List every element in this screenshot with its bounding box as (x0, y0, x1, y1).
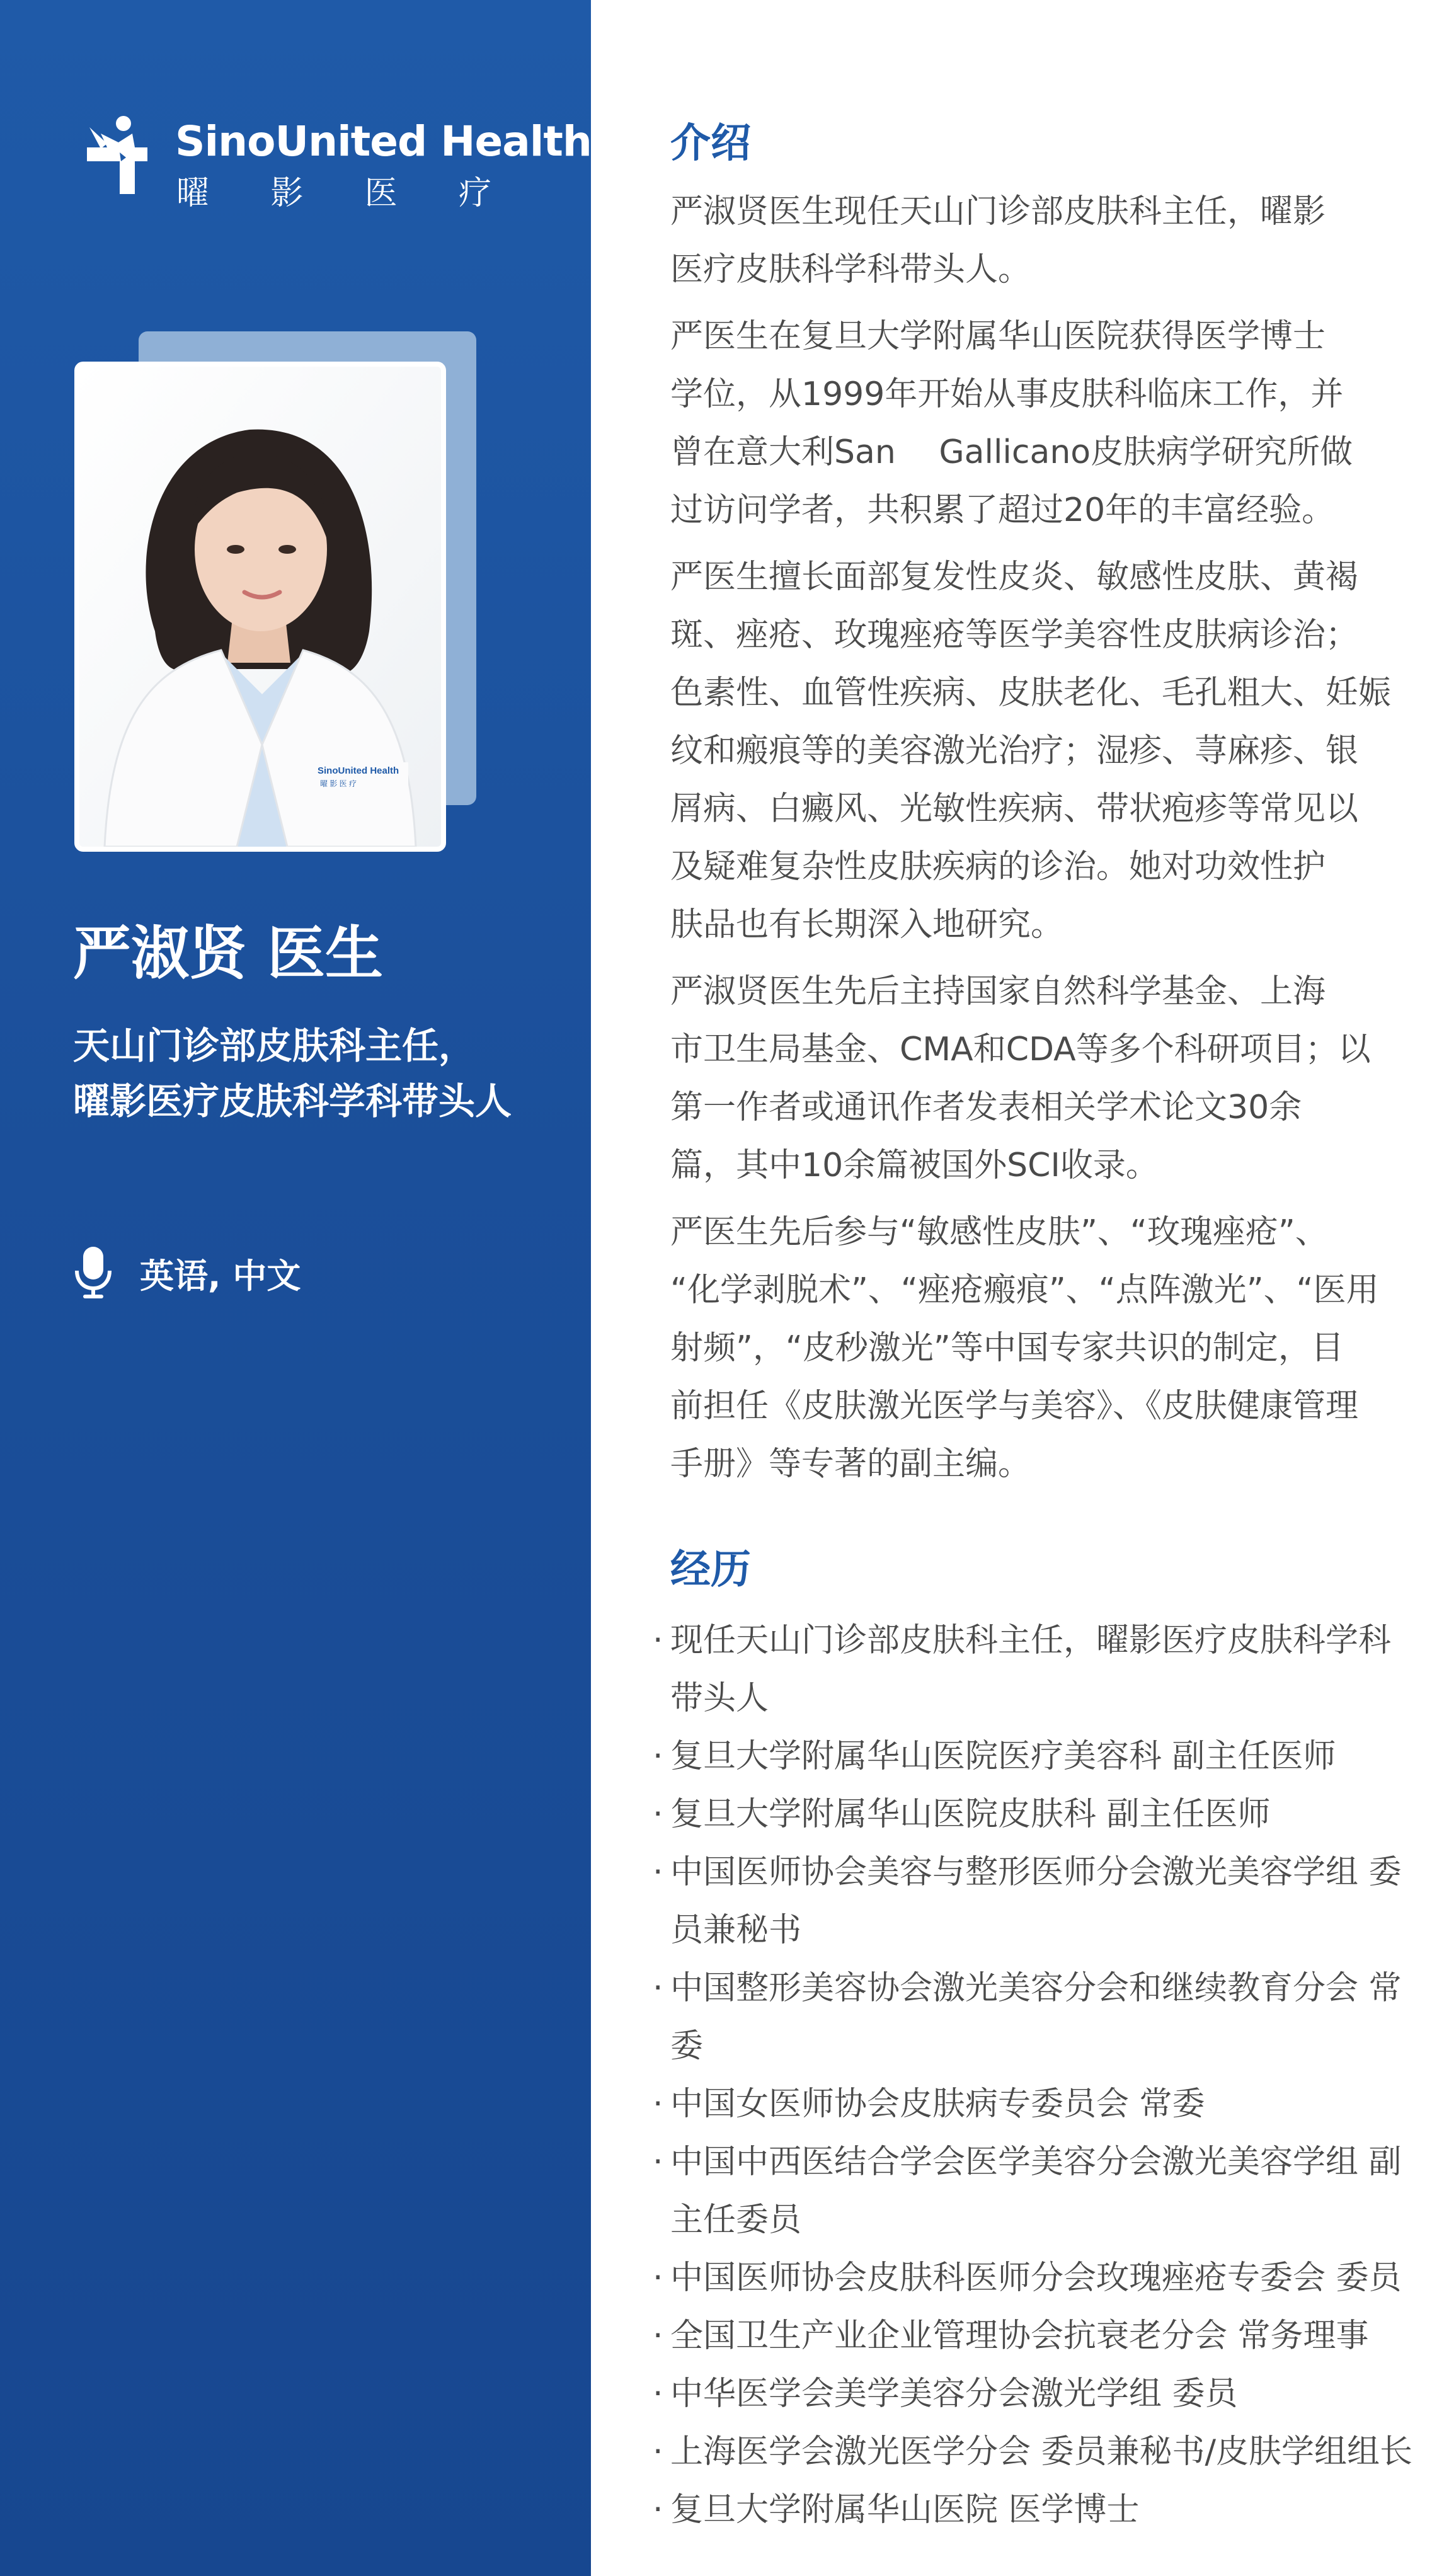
doctor-title-line: 天山门诊部皮肤科主任， (73, 1024, 476, 1067)
bullet: · (653, 2143, 663, 2181)
profile-sidebar (0, 0, 591, 2576)
text-line: 严医生在复旦大学附属华山医院获得医学博士 (670, 318, 1326, 355)
list-item (649, 2423, 1430, 2481)
list-item (649, 2133, 1430, 2249)
experience-list (649, 1611, 1430, 2539)
list-item (649, 2075, 1430, 2133)
coat-badge (314, 762, 408, 790)
doctor-name: 严淑贤 医生 (73, 920, 384, 987)
intro-paragraph (670, 307, 1407, 539)
text-line: 上海医学会激光医学分会 委员兼秘书/皮肤学组组长 (670, 2433, 1413, 2471)
list-item (649, 1843, 1430, 1959)
intro-section (670, 183, 1407, 1502)
bullet: · (653, 2259, 663, 2297)
languages-text: 英语, 中文 (140, 1256, 301, 1296)
bullet: · (653, 1622, 663, 1659)
text-line: 中国整形美容协会激光美容分会和继续教育分会 常委 (670, 1969, 1402, 2065)
text-line: 第一作者或通讯作者发表相关学术论文30余 (670, 1089, 1302, 1126)
intro-paragraph (670, 548, 1407, 954)
logo-mark-icon (82, 115, 158, 197)
text-line: “化学剥脱术”、“痤疮瘢痕”、“点阵激光”、“医用 (670, 1271, 1379, 1309)
experience-heading: 经历 (670, 1547, 751, 1593)
logo-char: 影 (270, 175, 304, 212)
text-line: 现任天山门诊部皮肤科主任，曜影医疗皮肤科学科 (670, 1622, 1392, 1659)
text-line: 严医生擅长面部复发性皮炎、敏感性皮肤、黄褐 (670, 558, 1359, 596)
text-line: 中华医学会美学美容分会激光学组 委员 (670, 2375, 1238, 2413)
logo-chinese-text (176, 166, 491, 214)
logo-char: 医 (364, 175, 398, 212)
text-line: 市卫生局基金、CMA和CDA等多个科研项目；以 (670, 1031, 1371, 1068)
intro-paragraph (670, 183, 1407, 299)
doctor-photo (74, 362, 446, 852)
text-line: 中国女医师协会皮肤病专委员会 常委 (670, 2085, 1205, 2123)
text-line: 全国卫生产业企业管理协会抗衰老分会 常务理事 (670, 2317, 1369, 2355)
text-line: 复旦大学附属华山医院医疗美容科 副主任医师 (670, 1737, 1336, 1775)
microphone-icon (74, 1247, 112, 1300)
list-item (649, 2249, 1430, 2307)
text-line: 复旦大学附属华山医院皮肤科 副主任医师 (670, 1795, 1271, 1833)
text-line: 过访问学者，共积累了超过20年的丰富经验。 (670, 491, 1335, 529)
bullet: · (653, 2491, 663, 2529)
text-line: 纹和瘢痕等的美容激光治疗；湿疹、荨麻疹、银 (670, 732, 1359, 770)
text-line: 篇，其中10余篇被国外SCI收录。 (670, 1147, 1159, 1184)
languages-row (74, 1245, 301, 1302)
doctor-title (73, 1018, 512, 1129)
brand-logo (82, 115, 592, 212)
text-line: 学位，从1999年开始从事皮肤科临床工作，并 (670, 375, 1344, 413)
text-line: 医疗皮肤科学科带头人。 (670, 251, 1031, 289)
text-line: 肤品也有长期深入地研究。 (670, 906, 1064, 944)
intro-paragraph (670, 963, 1407, 1194)
text-line: 主任委员 (670, 2201, 802, 2239)
text-line: 屑病、白癜风、光敏性疾病、带状疱疹等常见以 (670, 790, 1359, 828)
bullet: · (653, 1737, 663, 1775)
bullet: · (653, 1795, 663, 1833)
bullet: · (653, 2375, 663, 2413)
bullet: · (653, 2433, 663, 2471)
text-line: 员兼秘书 (670, 1911, 802, 1949)
logo-char: 疗 (458, 175, 491, 212)
text-line: 复旦大学附属华山医院 医学博士 (670, 2491, 1140, 2529)
text-line: 带头人 (670, 1680, 769, 1717)
text-line: 前担任《皮肤激光医学与美容》、《皮肤健康管理 (670, 1387, 1359, 1425)
text-line: 中国医师协会美容与整形医师分会激光美容学组 委 (670, 1853, 1402, 1891)
text-line: 手册》等专著的副主编。 (670, 1445, 1031, 1483)
intro-heading: 介绍 (670, 120, 751, 167)
bullet: · (653, 1853, 663, 1891)
list-item (649, 2307, 1430, 2365)
bullet: · (653, 2317, 663, 2355)
doctor-title-line: 曜影医疗皮肤科学科带头人 (73, 1080, 512, 1123)
text-line: 曾在意大利San Gallicano皮肤病学研究所做 (670, 433, 1353, 471)
svg-text:SinoUnited Health: SinoUnited Health (318, 765, 399, 776)
text-line: 中国中西医结合学会医学美容分会激光美容学组 副 (670, 2143, 1402, 2181)
intro-paragraph (670, 1203, 1407, 1493)
logo-english-text: SinoUnited Health (175, 117, 592, 166)
text-line: 斑、痤疮、玫瑰痤疮等医学美容性皮肤病诊治； (670, 616, 1359, 654)
text-line: 严医生先后参与“敏感性皮肤”、“玫瑰痤疮”、 (670, 1213, 1328, 1251)
list-item (649, 1959, 1430, 2075)
list-item (649, 2481, 1430, 2539)
bullet: · (653, 2085, 663, 2123)
text-line: 色素性、血管性疾病、皮肤老化、毛孔粗大、妊娠 (670, 674, 1392, 712)
list-item (649, 1727, 1430, 1785)
text-line: 及疑难复杂性皮肤疾病的诊治。她对功效性护 (670, 848, 1326, 886)
text-line: 中国医师协会皮肤科医师分会玫瑰痤疮专委会 委员 (670, 2259, 1402, 2297)
list-item (649, 2365, 1430, 2423)
doctor-portrait-image (79, 367, 441, 847)
text-line: 严淑贤医生现任天山门诊部皮肤科主任，曜影 (670, 193, 1326, 231)
list-item (649, 1785, 1430, 1843)
logo-char: 曜 (176, 175, 210, 212)
text-line: 严淑贤医生先后主持国家自然科学基金、上海 (670, 973, 1326, 1010)
text-line: 射频”，“皮秒激光”等中国专家共识的制定，目 (670, 1329, 1344, 1367)
bullet: · (653, 1969, 663, 2007)
list-item (649, 1611, 1430, 1727)
svg-text:曜 影 医 疗: 曜 影 医 疗 (320, 779, 357, 788)
